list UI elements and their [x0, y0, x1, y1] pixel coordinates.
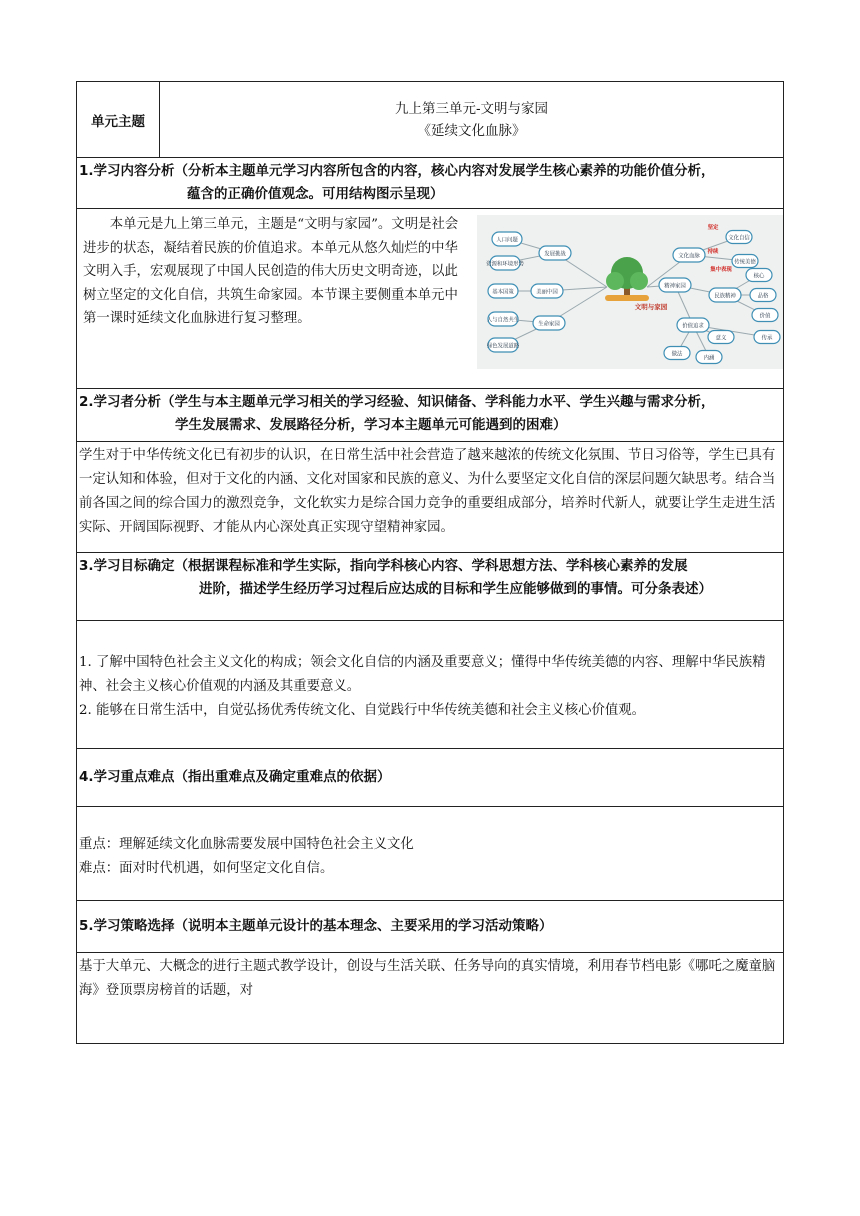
section-3-content	[76, 620, 784, 748]
mindmap-right-leaf-label: 意义	[715, 335, 727, 342]
section-4-content	[76, 806, 784, 900]
mindmap-left-node-label: 美丽中国	[536, 289, 558, 296]
mindmap-left-leaf-label: 人口问题	[496, 237, 518, 244]
section-1-heading-cont: 蕴含的正确价值观念。可用结构图示呈现）	[187, 186, 444, 202]
mindmap-red-note: 坚定	[707, 225, 719, 231]
unit-title-line2: 《延续文化血脉》	[417, 122, 526, 139]
key-point: 重点：理解延续文化血脉需要发展中国特色社会主义文化	[79, 837, 414, 852]
mindmap-figure	[477, 215, 783, 369]
section-3-heading-text: 3.学习目标确定（根据课程标准和学生实际，指向学科核心内容、学科思想方法、学科核心素养的发展	[79, 558, 688, 574]
tree-crown-left	[606, 272, 624, 290]
section-2-body: 学生对于中华传统文化已有初步的认识，在日常生活中社会营造了越来越浓的传统文化氛围、节日习俗等，学生已具有一定认知和体验，但对于文化的内涵、文化对国家和民族的意义、为什么要坚定文化自信的深层问题欠缺思考。结合当前各国之间的综合国力的激烈竞争，文化软实力是综合国力竞争的重要组成部分，培养时代新人，就要让学生走进生活实际、开阔国际视野、才能从内心深处真正实现守望精神家园。	[76, 441, 784, 552]
mindmap-right-node-label: 文化血脉	[678, 253, 700, 260]
section-1-heading	[76, 157, 784, 208]
unit-title-row	[76, 81, 784, 157]
section-2-heading	[76, 388, 784, 441]
unit-title-line1: 九上第三单元-文明与家园	[394, 100, 549, 117]
section-3-heading-cont: 进阶，描述学生经历学习过程后应达成的目标和学生应能够做到的事情。可分条表述）	[199, 581, 712, 597]
mindmap-right-leaf-label: 内涵	[703, 355, 715, 362]
mindmap-right-node-label: 民族精神	[714, 293, 736, 300]
mindmap-right-leaf-label: 传承	[761, 335, 773, 342]
mindmap-right-node-label: 精神家园	[664, 283, 686, 290]
mindmap-left-leaf-label: 资源和环境形势	[486, 261, 524, 268]
unit-title-label: 单元主题	[77, 82, 160, 157]
section-3-heading	[76, 552, 784, 620]
mindmap-left-leaf-label: 人与自然共生	[486, 317, 520, 324]
mindmap-right-leaf-label: 文化自信	[728, 235, 750, 242]
mindmap-right-leaf-label: 品格	[757, 293, 769, 300]
objective-2: 2. 能够在日常生活中，自觉弘扬优秀传统文化、自觉践行中华传统美德和社会主义核心价值观。	[79, 703, 646, 718]
mindmap-red-note: 集中表现	[710, 267, 732, 273]
tree-crown-right	[630, 272, 648, 290]
section-1-content	[76, 208, 784, 388]
mindmap-right-leaf-label: 做法	[671, 351, 683, 358]
mindmap-svg	[477, 215, 783, 369]
mindmap-left-node-label: 发展挑战	[544, 251, 566, 258]
objective-1: 1. 了解中国特色社会主义文化的构成；领会文化自信的内涵及重要意义；懂得中华传统美德的内容、理解中华民族精神、社会主义核心价值观的内涵及其重要意义。	[79, 655, 766, 694]
section-5-heading-text: 5.学习策略选择（说明本主题单元设计的基本理念、主要采用的学习活动策略）	[79, 918, 553, 934]
mindmap-right-leaf-label: 价值	[759, 313, 771, 320]
mindmap-left-node-label: 生命家园	[538, 321, 560, 328]
mindmap-right-node-label: 价值追求	[682, 323, 704, 330]
difficult-point: 难点：面对时代机遇，如何坚定文化自信。	[79, 861, 334, 876]
mindmap-center-title: 文明与家园	[634, 303, 668, 311]
section-1-heading-text: 1.学习内容分析（分析本主题单元学习内容所包含的内容，核心内容对发展学生核心素养的功能价值分析，	[79, 163, 715, 179]
mindmap-left-leaf-label: 基本国策	[492, 289, 514, 296]
mindmap-left-leaf-label: 绿色发展道路	[486, 343, 520, 350]
mindmap-red-note: 持续	[707, 249, 719, 255]
section-2-heading-text: 2.学习者分析（学生与本主题单元学习相关的学习经验、知识储备、学科能力水平、学生兴趣与需求分析，	[79, 394, 715, 410]
section-4-heading-text: 4.学习重点难点（指出重难点及确定重难点的依据）	[79, 769, 391, 785]
section-5-heading	[76, 900, 784, 952]
unit-title-values	[160, 82, 783, 157]
mindmap-right-leaf-label: 传统美德	[734, 259, 756, 266]
section-2-heading-cont: 学生发展需求、发展路径分析，学习本主题单元可能遇到的困难）	[175, 417, 567, 433]
tree-base	[605, 295, 649, 301]
lesson-plan-table	[76, 81, 784, 1044]
section-1-body: 本单元是九上第三单元，主题是“文明与家园”。文明是社会进步的状态，凝结着民族的价值追求。本单元从悠久灿烂的中华文明入手，宏观展现了中国人民创造的伟大历史文明奇迹，以此树立坚定的文化自信，共筑生命家园。本节课主要侧重本单元中第一课时延续文化血脉进行复习整理。	[83, 217, 459, 326]
section-5-body: 基于大单元、大概念的进行主题式教学设计，创设与生活关联、任务导向的真实情境，利用春节档电影《哪吒之魔童脑海》登顶票房榜首的话题，对	[76, 952, 784, 1044]
mindmap-right-leaf-label: 核心	[753, 273, 765, 280]
section-4-heading	[76, 748, 784, 806]
